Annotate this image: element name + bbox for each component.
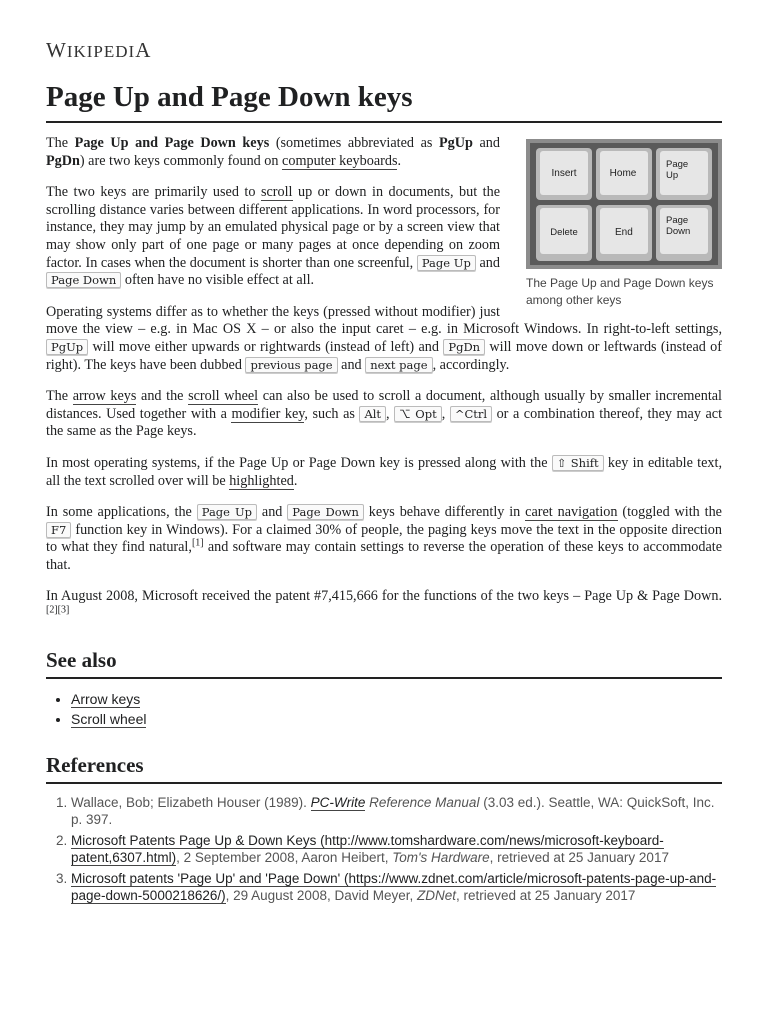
link-highlighted[interactable]: highlighted (229, 472, 294, 489)
reference-item: 1. Wallace, Bob; Elizabeth Houser (1989). PC-Write Reference Manual (3.03 ed.). Seattle, WA: QuickSoft, Inc. p. 397. (71, 794, 722, 828)
link-modifier-key[interactable]: modifier key (231, 405, 305, 422)
paragraph-shift: In most operating systems, if the Page Up or Page Down key is pressed along with the ⇧ Shift key in editable text, all the text scrolled over will be highlighted. (46, 454, 722, 489)
key-page-up-line2: Up (666, 170, 679, 181)
link-caret-navigation[interactable]: caret navigation (525, 504, 618, 521)
reference-3-link[interactable]: Microsoft patents 'Page Up' and 'Page Down' (https://www.zdnet.com/article/microsoft-patents-page-up-and-page-down-5000218626/) (71, 870, 717, 903)
keyboard-figure (526, 139, 722, 309)
figure-caption: The Page Up and Page Down keys among other keys (526, 276, 714, 307)
kbd-page-up: Page Up (417, 255, 476, 271)
key-page-down (656, 205, 712, 261)
key-insert (536, 148, 592, 200)
kbd-page-down-2: Page Down (287, 504, 364, 520)
link-arrow-keys[interactable]: arrow keys (72, 388, 137, 405)
paragraph-usage: The two keys are primarily used to scroll up or down in documents, but the scrolling distance varies between different applications. In word processors, for instance, they may jump by an emulated physical page or by a screen view that may show only part of one page or many pages at once depending on zoom factor. In cases when the document is shorter than one screenful, Page Up and Page Down often have no visible effect at all. (46, 184, 501, 289)
kbd-shift: ⇧ Shift (552, 455, 604, 471)
kbd-ctrl: ^Ctrl (450, 406, 492, 422)
key-end (596, 205, 652, 261)
svg-text:Insert: Insert (551, 168, 577, 179)
references-list (46, 794, 722, 904)
paragraph-operating-systems: Operating systems differ as to whether the keys (pressed without modifier) just move the view – e.g. in Mac OS X – or also the input caret – e.g. in Microsoft Windows. In right-to-left settings, PgUp will move either upwards or rightwards (instead of left) and PgDn will move down or leftwards (instead of right). The keys have been dubbed previous page and next page , accordingly. (46, 303, 723, 373)
kbd-page-down: Page Down (46, 272, 121, 288)
see-also-arrow-keys-link[interactable]: Arrow keys (71, 690, 141, 707)
key-delete (536, 205, 592, 261)
svg-text:Delete: Delete (550, 227, 578, 238)
kbd-page-up-2: Page Up (197, 504, 257, 520)
article-page (46, 0, 722, 904)
kbd-pgdn: PgDn (443, 339, 485, 355)
list-item (71, 689, 722, 709)
keyboard-keys-image[interactable] (526, 139, 722, 269)
kbd-pgup: PgUp (46, 339, 88, 355)
link-scroll-wheel[interactable]: scroll wheel (188, 388, 259, 405)
wikipedia-wordmark[interactable]: WIKIPEDIA (46, 38, 152, 62)
paragraph-arrow-keys: The arrow keys and the scroll wheel can also be used to scroll a document, although usually by smaller incremental distances. Used together with a modifier key, such as Alt , ⌥ Opt , ^Ctrl or a combination thereof, they may act the same as the Page keys. (46, 388, 723, 440)
svg-text:Page Down (666, 215, 691, 237)
see-also-scroll-wheel-link[interactable]: Scroll wheel (71, 710, 147, 727)
paragraph-caret-navigation: In some applications, the Page Up and Page Down keys behave differently in caret navigation (toggled with the F7 function key in Windows). For a claimed 30% of people, the paging keys move the text in the opposite direction to what they find natural,[1] and software may contain settings to reverse the operation of these keys to accommodate that. (46, 504, 722, 573)
key-page-up-line1: Page (666, 159, 689, 170)
paragraph-patent: In August 2008, Microsoft received the patent #7,415,666 for the functions of the two keys – Page Up & Page Down.[2][3] (46, 588, 722, 616)
see-also-heading: See also (46, 646, 722, 679)
reference-item: 2. Microsoft Patents Page Up & Down Keys (http://www.tomshardware.com/news/microsoft-keyboard-patent,6307.html), 2 September 2008, Aaron Heibert, Tom's Hardware, retrieved at 25 January 2017 (71, 832, 722, 866)
reference-2-link[interactable]: Microsoft Patents Page Up & Down Keys (http://www.tomshardware.com/news/microsoft-keyboard-patent,6307.html) (71, 832, 664, 865)
references-heading: References (46, 751, 722, 784)
citation-1[interactable]: [1] (191, 537, 204, 549)
kbd-f7: F7 (46, 522, 71, 538)
svg-text:End: End (615, 227, 633, 238)
citation-2-3[interactable]: [2][3] (46, 604, 70, 616)
key-home (596, 148, 652, 200)
reference-item: 3. Microsoft patents 'Page Up' and 'Page Down' (https://www.zdnet.com/article/microsoft-patents-page-up-and-page-down-5000218626/), 29 August 2008, David Meyer, ZDNet, retrieved at 25 January 2017 (71, 870, 722, 904)
see-also-list (46, 689, 722, 729)
key-page-up (656, 148, 712, 200)
link-computer-keyboards[interactable]: computer keyboards (282, 152, 398, 169)
kbd-opt: ⌥ Opt (394, 406, 442, 422)
kbd-next-page: next page (365, 357, 432, 373)
page-title: Page Up and Page Down keys (46, 78, 722, 123)
kbd-previous-page: previous page (245, 357, 337, 373)
link-scroll[interactable]: scroll (260, 184, 293, 201)
kbd-alt: Alt (359, 406, 386, 422)
key-page-down-line1: Page (666, 215, 689, 226)
list-item (71, 709, 722, 729)
reference-1-link[interactable]: PC-Write (310, 794, 366, 810)
svg-text:Home: Home (609, 168, 637, 179)
article-body (46, 135, 722, 624)
key-page-down-line2: Down (666, 226, 691, 237)
paragraph-intro: The Page Up and Page Down keys (sometimes abbreviated as PgUp and PgDn) are two keys commonly found on computer keyboards. (46, 135, 500, 169)
